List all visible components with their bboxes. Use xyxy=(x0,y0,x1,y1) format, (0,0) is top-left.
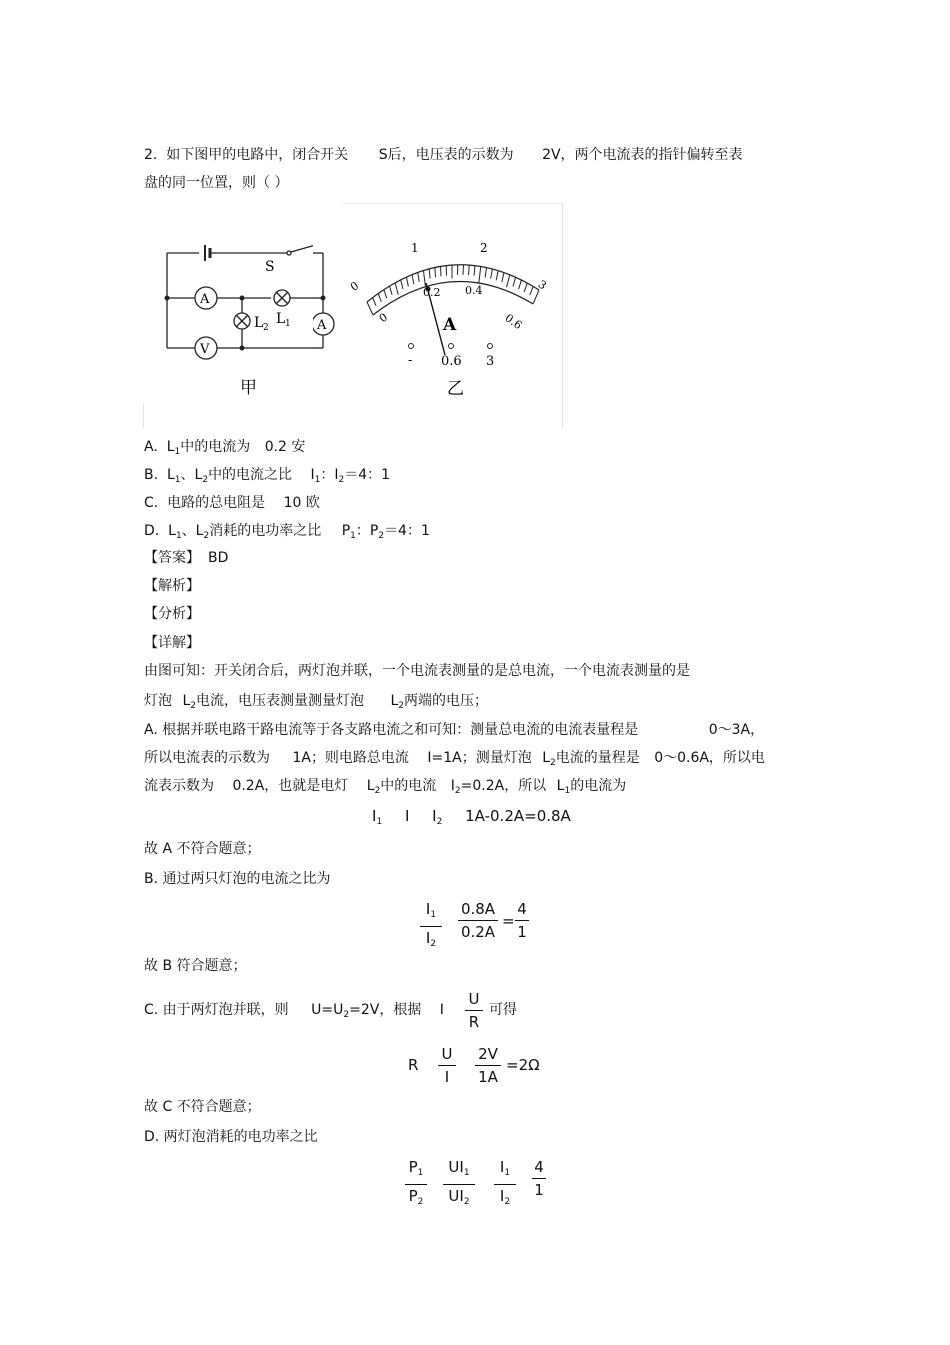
lamp1-sub: 1 xyxy=(285,319,291,329)
scale-tick xyxy=(412,275,414,284)
scale-bottom-2: 0.4 xyxy=(465,284,483,297)
meter-center-label: A xyxy=(443,315,457,335)
explain-a-line3: 流表示数为 0.2A，也就是电灯 $L_2$中的电流 $I_2=0.2A$，所以 $L_1$的电流为 xyxy=(144,778,627,796)
scale-top-2: 2 xyxy=(480,241,488,255)
explain-a-line2: 所以电流表的示数为 1A；则电路总电流 I=1A；测量灯泡 $L_2$电流的量程是 0～0.6A，所以电 xyxy=(144,750,765,768)
question-line-1: 2. 如下图甲的电路中，闭合开关 S后，电压表的示数为 2V，两个电流表的指针偏转至表 xyxy=(144,147,743,163)
answer-line: 【答案】 BD xyxy=(144,550,229,566)
scale-tick xyxy=(418,272,419,282)
circuit-right-branch xyxy=(313,240,343,360)
eqD-frac3: $\frac{I_1}{I_2}$ xyxy=(494,1156,516,1213)
section-fenxi: 【分析】 xyxy=(144,606,200,622)
scale-tick xyxy=(378,293,381,301)
scale-tick xyxy=(373,298,376,306)
scale-tick xyxy=(389,286,392,295)
scale-tick xyxy=(491,269,493,279)
option-a[interactable]: A. $L_1$中的电流为 0.2 安 xyxy=(144,439,306,457)
question-line-2: 盘的同一位置，则（ ） xyxy=(144,175,289,191)
eqD-frac4: $\frac{4}{1}$ xyxy=(532,1156,546,1201)
eqB-frac1: $\frac{I_1}{I_2}$ xyxy=(420,898,442,955)
scale-tick xyxy=(395,283,398,295)
option-c[interactable]: C. 电路的总电阻是 10 欧 xyxy=(144,495,320,511)
eqC-frac2: $\frac{2V}{1A}$ xyxy=(475,1043,501,1088)
ammeter-a2-label: A xyxy=(317,318,327,333)
conclusion-a: 故 A 不符合题意； xyxy=(144,841,261,857)
scale-tick xyxy=(524,283,527,292)
caption-jia: 甲 xyxy=(240,378,257,398)
scale-tick xyxy=(513,277,516,286)
voltmeter-label: V xyxy=(200,342,210,357)
terminal-3: 3 xyxy=(486,354,495,369)
ammeter-dial xyxy=(343,212,559,402)
explain-c-inline-frac: $\frac{U}{R}$ xyxy=(465,988,483,1033)
section-xiangjie: 【详解】 xyxy=(144,635,200,651)
lamp2-sub: 2 xyxy=(263,323,269,333)
scale-top-1: 1 xyxy=(411,241,419,255)
scale-tick xyxy=(435,267,436,277)
section-jiexi: 【解析】 xyxy=(144,578,200,594)
eqD-frac2: $\frac{UI_1}{UI_2}$ xyxy=(443,1156,475,1213)
explain-c-tail: 可得 xyxy=(489,1002,517,1018)
scale-tick xyxy=(533,290,539,304)
scale-tick xyxy=(496,271,498,281)
terminal-minus: - xyxy=(408,353,413,368)
explain-p2: 灯泡 $L_2$电流，电压表测量测量灯泡 $L_2$两端的电压； xyxy=(144,693,488,711)
conclusion-c: 故 C 不符合题意； xyxy=(144,1099,261,1115)
scale-tick xyxy=(429,269,430,279)
eqC-frac1: $\frac{U}{I}$ xyxy=(438,1043,456,1088)
question-number: 2. xyxy=(144,147,158,163)
scale-top-3: 3 xyxy=(535,277,549,293)
explain-c: C. 由于两灯泡并联，则 $U=U_2=2V$，根据 I xyxy=(144,1002,444,1020)
scale-tick xyxy=(485,268,486,278)
eqC-rhs: =2Ω xyxy=(506,1056,540,1074)
scale-tick xyxy=(401,280,403,289)
scale-tick xyxy=(479,266,481,283)
eqB-equals: = xyxy=(502,912,515,930)
equation-a: $I_1$ I $I_2$ 1A-0.2A=0.8A xyxy=(372,807,571,827)
scale-tick xyxy=(469,265,470,275)
scale-tick xyxy=(519,280,522,289)
scale-top-0: 0 xyxy=(347,279,362,294)
eqB-frac3: $\frac{4}{1}$ xyxy=(515,898,529,943)
scale-tick xyxy=(474,266,475,276)
lamp1-label: L xyxy=(276,311,286,327)
lamp2-label: L xyxy=(254,315,264,331)
eqD-frac1: $\frac{P_1}{P_2}$ xyxy=(405,1156,427,1213)
conclusion-b: 故 B 符合题意； xyxy=(144,958,247,974)
ammeter-a1-label: A xyxy=(200,292,210,307)
eqC-r: R xyxy=(408,1056,419,1074)
scale-tick xyxy=(502,273,504,283)
scale-tick xyxy=(384,290,387,299)
scale-tick xyxy=(367,302,373,315)
terminal-0-6: 0.6 xyxy=(441,354,462,369)
option-d[interactable]: D. $L_1$、$L_2$消耗的电功率之比 $P_1$：$P_2=4$：1 xyxy=(144,523,430,541)
explain-p1: 由图可知：开关闭合后，两灯泡并联，一个电流表测量的是总电流，一个电流表测量的是 xyxy=(144,663,690,679)
caption-yi: 乙 xyxy=(447,379,464,399)
explain-a-line1: A. 根据并联电路干路电流等于各支路电流之和可知：测量总电流的电流表量程是 0～3A， xyxy=(144,722,765,738)
scale-tick xyxy=(423,270,425,286)
scale-bottom-0: 0 xyxy=(376,310,390,326)
scale-tick xyxy=(507,275,510,288)
explain-d: D. 两灯泡消耗的电功率之比 xyxy=(144,1129,318,1145)
explain-b: B. 通过两只灯泡的电流之比为 xyxy=(144,871,331,887)
scale-tick xyxy=(406,277,408,286)
scale-bottom-3: 0.6 xyxy=(502,311,525,333)
eqB-frac2: $\frac{0.8A}{0.2A}$ xyxy=(458,898,498,943)
switch-label: S xyxy=(265,259,275,275)
option-b[interactable]: B. $L_1$、$L_2$中的电流之比 $I_1$：$I_2=4$：1 xyxy=(144,467,391,485)
scale-tick xyxy=(530,286,533,295)
scale-bottom-1: 0.2 xyxy=(423,286,441,299)
